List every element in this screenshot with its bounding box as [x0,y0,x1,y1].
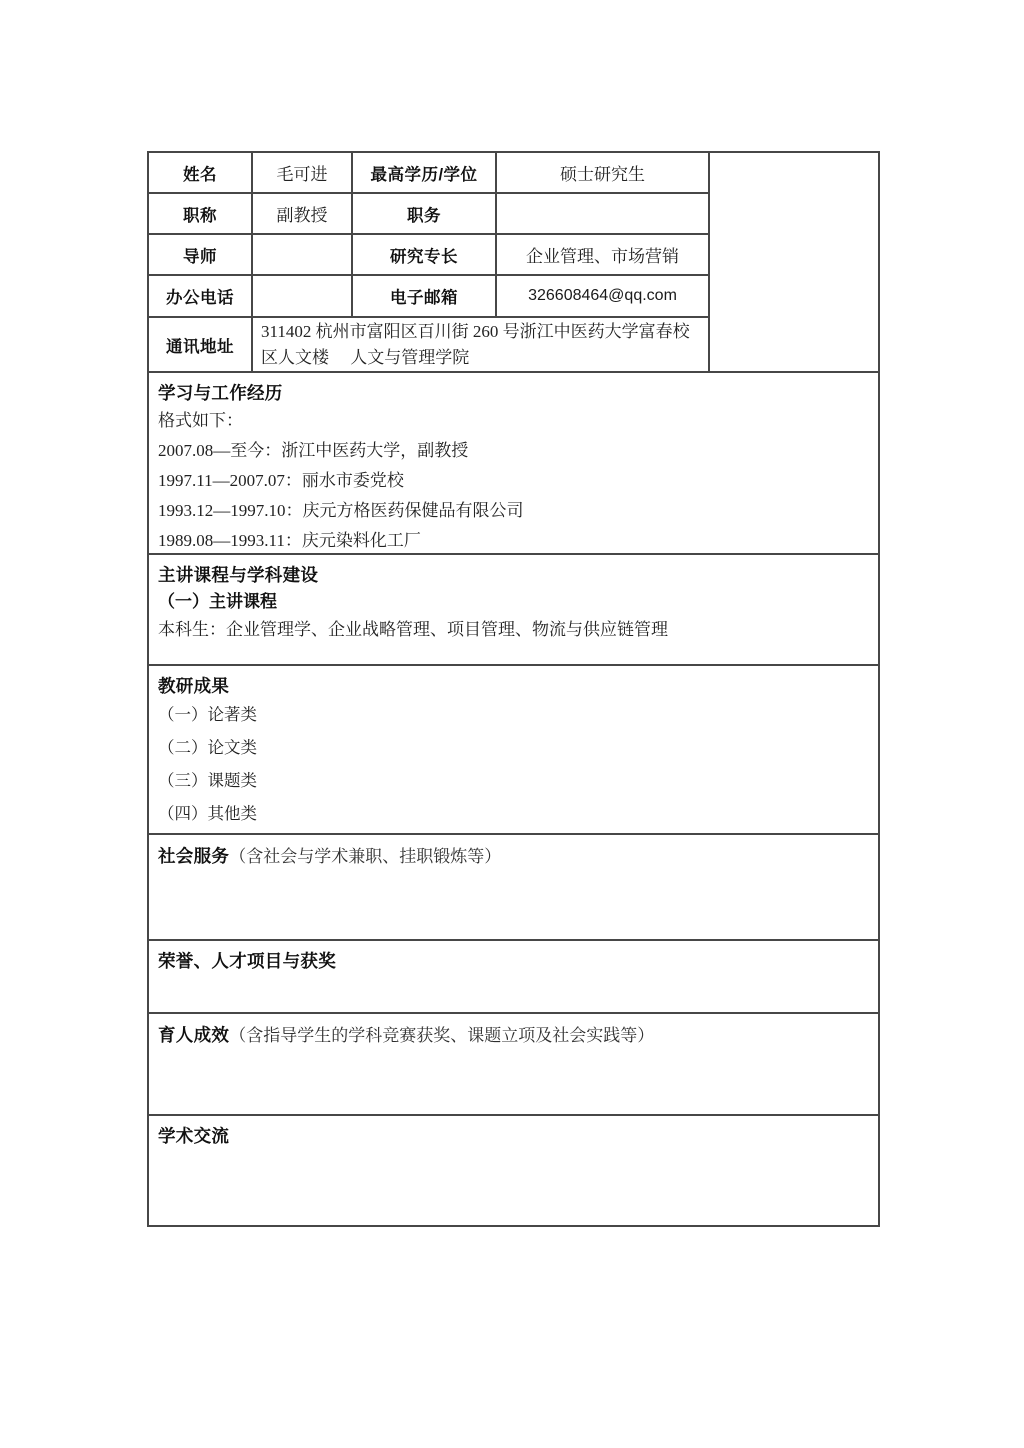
mentor-label: 导师 [149,235,253,276]
experience-line: 1997.11—2007.07：丽水市委党校 [158,471,404,490]
section-title: 教研成果 [158,676,230,696]
experience-line: 1993.12—1997.10：庆元方格医药保健品有限公司 [158,501,524,520]
highest-degree-value: 硕士研究生 [497,153,710,194]
section-title: 社会服务 [158,846,230,866]
achievement-category: （二）论文类 [158,739,257,757]
title-rank-label: 职称 [149,194,253,235]
section-social-service [149,835,878,941]
mailing-address-value: 311402 杭州市富阳区百川街 260 号浙江中医药大学富春校区人文楼 人文与管理学院 [253,318,710,373]
photo-box [710,153,878,373]
social-service-heading [158,842,866,869]
research-specialty-value: 企业管理、市场营销 [497,235,710,276]
office-phone-value [253,276,353,318]
achievement-category: （三）课题类 [158,772,257,790]
section-note: （含社会与学术兼职、挂职锻炼等） [229,847,502,866]
section-study-work-experience [149,373,878,555]
position-label: 职务 [353,194,497,235]
experience-line: 1989.08—1993.11：庆元染料化工厂 [158,531,421,550]
section-honors-awards [149,941,878,1014]
achievement-category: （四）其他类 [158,805,257,823]
courses-subheading: （一）主讲课程 [158,592,277,611]
experience-line: 格式如下： [158,411,243,430]
email-value: 326608464@qq.com [497,276,710,318]
courses-line: 本科生：企业管理学、企业战略管理、项目管理、物流与供应链管理 [158,620,668,639]
email-label: 电子邮箱 [353,276,497,318]
section-title: 学术交流 [158,1126,230,1146]
section-education-outcomes [149,1014,878,1116]
position-value [497,194,710,235]
section-academic-exchange [149,1116,878,1225]
section-research-achievements [149,666,878,835]
title-rank-value: 副教授 [253,194,353,235]
section-courses-discipline [149,555,878,666]
mentor-value [253,235,353,276]
education-outcomes-heading [158,1021,866,1048]
personal-info-grid [149,153,878,373]
section-title: 育人成效 [158,1025,230,1045]
office-phone-label: 办公电话 [149,276,253,318]
name-label: 姓名 [149,153,253,194]
section-title: 荣誉、人才项目与获奖 [158,951,336,971]
achievement-category: （一）论著类 [158,706,257,724]
research-specialty-label: 研究专长 [353,235,497,276]
highest-degree-label: 最高学历/学位 [353,153,497,194]
mailing-address-label: 通讯地址 [149,318,253,373]
section-note: （含指导学生的学科竞赛获奖、课题立项及社会实践等） [229,1026,655,1045]
cv-form-table [147,151,880,1227]
section-title: 学习与工作经历 [158,383,283,403]
name-value: 毛可进 [253,153,353,194]
section-title: 主讲课程与学科建设 [158,565,319,585]
experience-line: 2007.08—至今：浙江中医药大学，副教授 [158,441,469,460]
